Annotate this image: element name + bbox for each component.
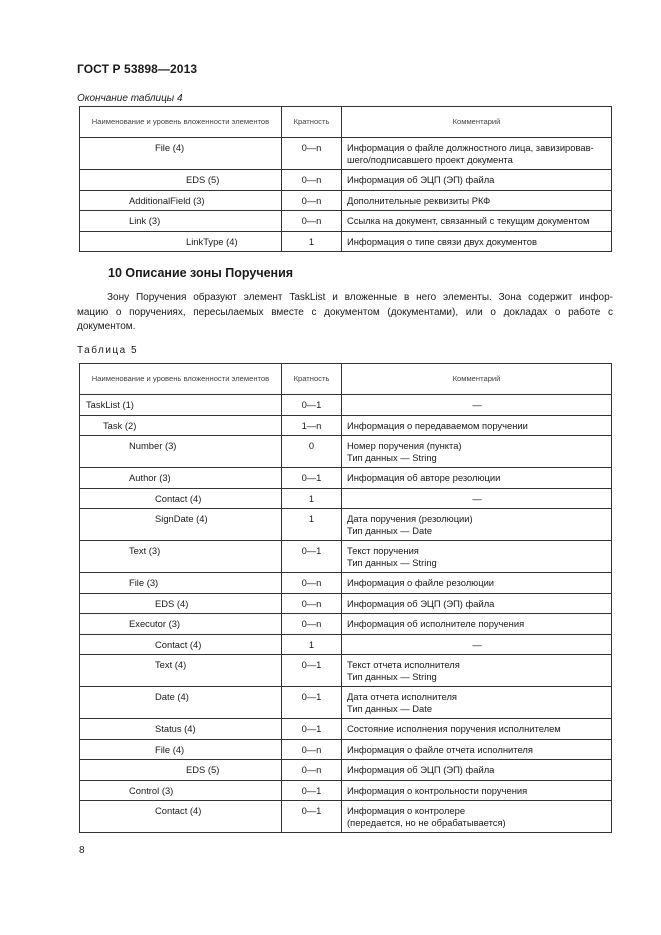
- paragraph-line: мацию о поручениях, пересылаемых вместе с документом (документами), или о докладах о работе с: [77, 306, 613, 318]
- multiplicity-cell: 0—1: [282, 719, 342, 740]
- comment-line: Тип данных — Date: [347, 524, 433, 536]
- multiplicity-cell: 0—n: [282, 573, 342, 594]
- multiplicity-cell: 0—1: [282, 468, 342, 489]
- element-name-cell: Link (3): [80, 211, 282, 232]
- element-name-cell: LinkType (4): [80, 231, 282, 252]
- comment-line: Тип данных — String: [347, 670, 437, 682]
- table-row: [80, 655, 612, 687]
- comment-line: Тип данных — Date: [347, 702, 433, 714]
- multiplicity-cell: 0—1: [282, 780, 342, 801]
- element-name-cell: EDS (5): [80, 760, 282, 781]
- table-row: [80, 468, 612, 489]
- comment-line: шего/подписавшего проект документа: [347, 153, 513, 165]
- table-row: [80, 395, 612, 416]
- comment-cell: [342, 593, 612, 614]
- multiplicity-cell: 0—n: [282, 138, 342, 170]
- comment-line: Информация об исполнителе поручения: [347, 618, 525, 629]
- table-row: [80, 170, 612, 191]
- column-header-name: Наименование и уровень вложенности элементов: [80, 107, 282, 138]
- column-header-comment: Комментарий: [342, 364, 612, 395]
- comment-cell: [342, 395, 612, 416]
- element-name-cell: AdditionalField (3): [80, 190, 282, 211]
- comment-cell: [342, 211, 612, 232]
- comment-cell: [342, 801, 612, 833]
- element-name-cell: TaskList (1): [80, 395, 282, 416]
- comment-cell: [342, 190, 612, 211]
- comment-line: Информация об ЭЦП (ЭП) файла: [347, 174, 495, 185]
- comment-line: Информация о типе связи двух документов: [347, 235, 537, 247]
- element-name-cell: Date (4): [80, 687, 282, 719]
- element-name-cell: Contact (4): [80, 488, 282, 509]
- element-name-cell: SignDate (4): [80, 509, 282, 541]
- multiplicity-cell: 0—n: [282, 170, 342, 191]
- table-row: [80, 614, 612, 635]
- element-name-cell: Contact (4): [80, 801, 282, 833]
- table-row: [80, 190, 612, 211]
- comment-line: Информация о файле резолюции: [347, 577, 495, 588]
- multiplicity-cell: 0—n: [282, 614, 342, 635]
- table5-caption: Таблица 5: [77, 345, 139, 356]
- multiplicity-cell: 0—n: [282, 211, 342, 232]
- table-row: [80, 231, 612, 252]
- element-name-cell: File (4): [80, 739, 282, 760]
- comment-line: Состояние исполнения поручения исполнителем: [347, 723, 561, 734]
- comment-cell: [342, 170, 612, 191]
- page-number: 8: [79, 845, 85, 856]
- column-header-name: Наименование и уровень вложенности элементов: [80, 364, 282, 395]
- comment-line: Текст отчета исполнителя: [347, 659, 460, 670]
- multiplicity-cell: 0—1: [282, 801, 342, 833]
- multiplicity-cell: 0—n: [282, 190, 342, 211]
- comment-cell: [342, 509, 612, 541]
- document-header: ГОСТ Р 53898—2013: [77, 62, 198, 76]
- comment-line: Информация о контрольности поручения: [347, 784, 528, 796]
- comment-line: Информация о файле отчета исполнителя: [347, 743, 533, 755]
- comment-cell: [342, 655, 612, 687]
- table-4: [79, 106, 612, 252]
- comment-line: Информация об ЭЦП (ЭП) файла: [347, 764, 495, 775]
- table-row: [80, 687, 612, 719]
- comment-cell: [342, 739, 612, 760]
- table-row: [80, 719, 612, 740]
- comment-cell: [342, 687, 612, 719]
- table-row: [80, 541, 612, 573]
- element-name-cell: Task (2): [80, 415, 282, 436]
- comment-cell: [342, 614, 612, 635]
- comment-line: —: [472, 399, 482, 410]
- comment-cell: [342, 415, 612, 436]
- comment-cell: [342, 760, 612, 781]
- table-5: [79, 363, 612, 833]
- table5-body: [80, 395, 612, 833]
- comment-line: Текст поручения: [347, 545, 419, 556]
- comment-line: Номер поручения (пункта): [347, 440, 462, 451]
- multiplicity-cell: 0—1: [282, 541, 342, 573]
- comment-line: Дополнительные реквизиты РКФ: [347, 194, 491, 206]
- multiplicity-cell: 0: [282, 436, 342, 468]
- comment-cell: [342, 436, 612, 468]
- comment-line: Дата поручения (резолюции): [347, 513, 473, 524]
- table-row: [80, 760, 612, 781]
- table-row: [80, 488, 612, 509]
- multiplicity-cell: 0—n: [282, 593, 342, 614]
- table-header-row: [80, 107, 612, 138]
- section-paragraph: [77, 291, 613, 335]
- element-name-cell: Executor (3): [80, 614, 282, 635]
- element-name-cell: Status (4): [80, 719, 282, 740]
- element-name-cell: Text (3): [80, 541, 282, 573]
- multiplicity-cell: 1: [282, 488, 342, 509]
- element-name-cell: EDS (5): [80, 170, 282, 191]
- table-row: [80, 739, 612, 760]
- comment-line: Тип данных — String: [347, 451, 437, 463]
- table-header-row: [80, 364, 612, 395]
- table-row: [80, 509, 612, 541]
- comment-line: Информация о файле должностного лица, завизировав-: [347, 142, 594, 153]
- section-title: 10 Описание зоны Поручения: [108, 266, 294, 280]
- comment-cell: [342, 541, 612, 573]
- table-row: [80, 211, 612, 232]
- comment-cell: [342, 231, 612, 252]
- comment-cell: [342, 719, 612, 740]
- table-row: [80, 573, 612, 594]
- table-row: [80, 780, 612, 801]
- comment-line: Информация об ЭЦП (ЭП) файла: [347, 597, 495, 609]
- table4-caption: Окончание таблицы 4: [77, 93, 183, 104]
- comment-line: Ссылка на документ, связанный с текущим документом: [347, 215, 590, 226]
- comment-line: Информация о контролере: [347, 805, 466, 816]
- comment-cell: [342, 488, 612, 509]
- multiplicity-cell: 0—n: [282, 739, 342, 760]
- table-row: [80, 415, 612, 436]
- table4-body: [80, 138, 612, 252]
- multiplicity-cell: 1—n: [282, 415, 342, 436]
- element-name-cell: EDS (4): [80, 593, 282, 614]
- comment-line: (передается, но не обрабатывается): [347, 816, 506, 828]
- column-header-multiplicity: Кратность: [282, 364, 342, 395]
- table-row: [80, 436, 612, 468]
- element-name-cell: Author (3): [80, 468, 282, 489]
- element-name-cell: File (3): [80, 573, 282, 594]
- comment-line: —: [472, 638, 482, 650]
- multiplicity-cell: 0—n: [282, 760, 342, 781]
- comment-cell: [342, 573, 612, 594]
- table-row: [80, 634, 612, 655]
- multiplicity-cell: 0—1: [282, 687, 342, 719]
- comment-line: Информация об авторе резолюции: [347, 472, 501, 483]
- table-row: [80, 138, 612, 170]
- multiplicity-cell: 1: [282, 231, 342, 252]
- comment-cell: [342, 780, 612, 801]
- multiplicity-cell: 1: [282, 634, 342, 655]
- multiplicity-cell: 0—1: [282, 395, 342, 416]
- element-name-cell: Number (3): [80, 436, 282, 468]
- comment-line: Дата отчета исполнителя: [347, 691, 457, 702]
- paragraph-line: Зону Поручения образуют элемент TaskList и вложенные в него элементы. Зона содержит инфор-: [107, 292, 613, 303]
- element-name-cell: Control (3): [80, 780, 282, 801]
- element-name-cell: File (4): [80, 138, 282, 170]
- multiplicity-cell: 1: [282, 509, 342, 541]
- comment-line: —: [472, 492, 482, 504]
- comment-cell: [342, 634, 612, 655]
- comment-line: Тип данных — String: [347, 556, 437, 568]
- column-header-comment: Комментарий: [342, 107, 612, 138]
- table-row: [80, 593, 612, 614]
- comment-cell: [342, 138, 612, 170]
- element-name-cell: Contact (4): [80, 634, 282, 655]
- multiplicity-cell: 0—1: [282, 655, 342, 687]
- table-row: [80, 801, 612, 833]
- element-name-cell: Text (4): [80, 655, 282, 687]
- comment-line: Информация о передаваемом поручении: [347, 419, 528, 431]
- comment-cell: [342, 468, 612, 489]
- paragraph-line: документом.: [77, 321, 136, 332]
- column-header-multiplicity: Кратность: [282, 107, 342, 138]
